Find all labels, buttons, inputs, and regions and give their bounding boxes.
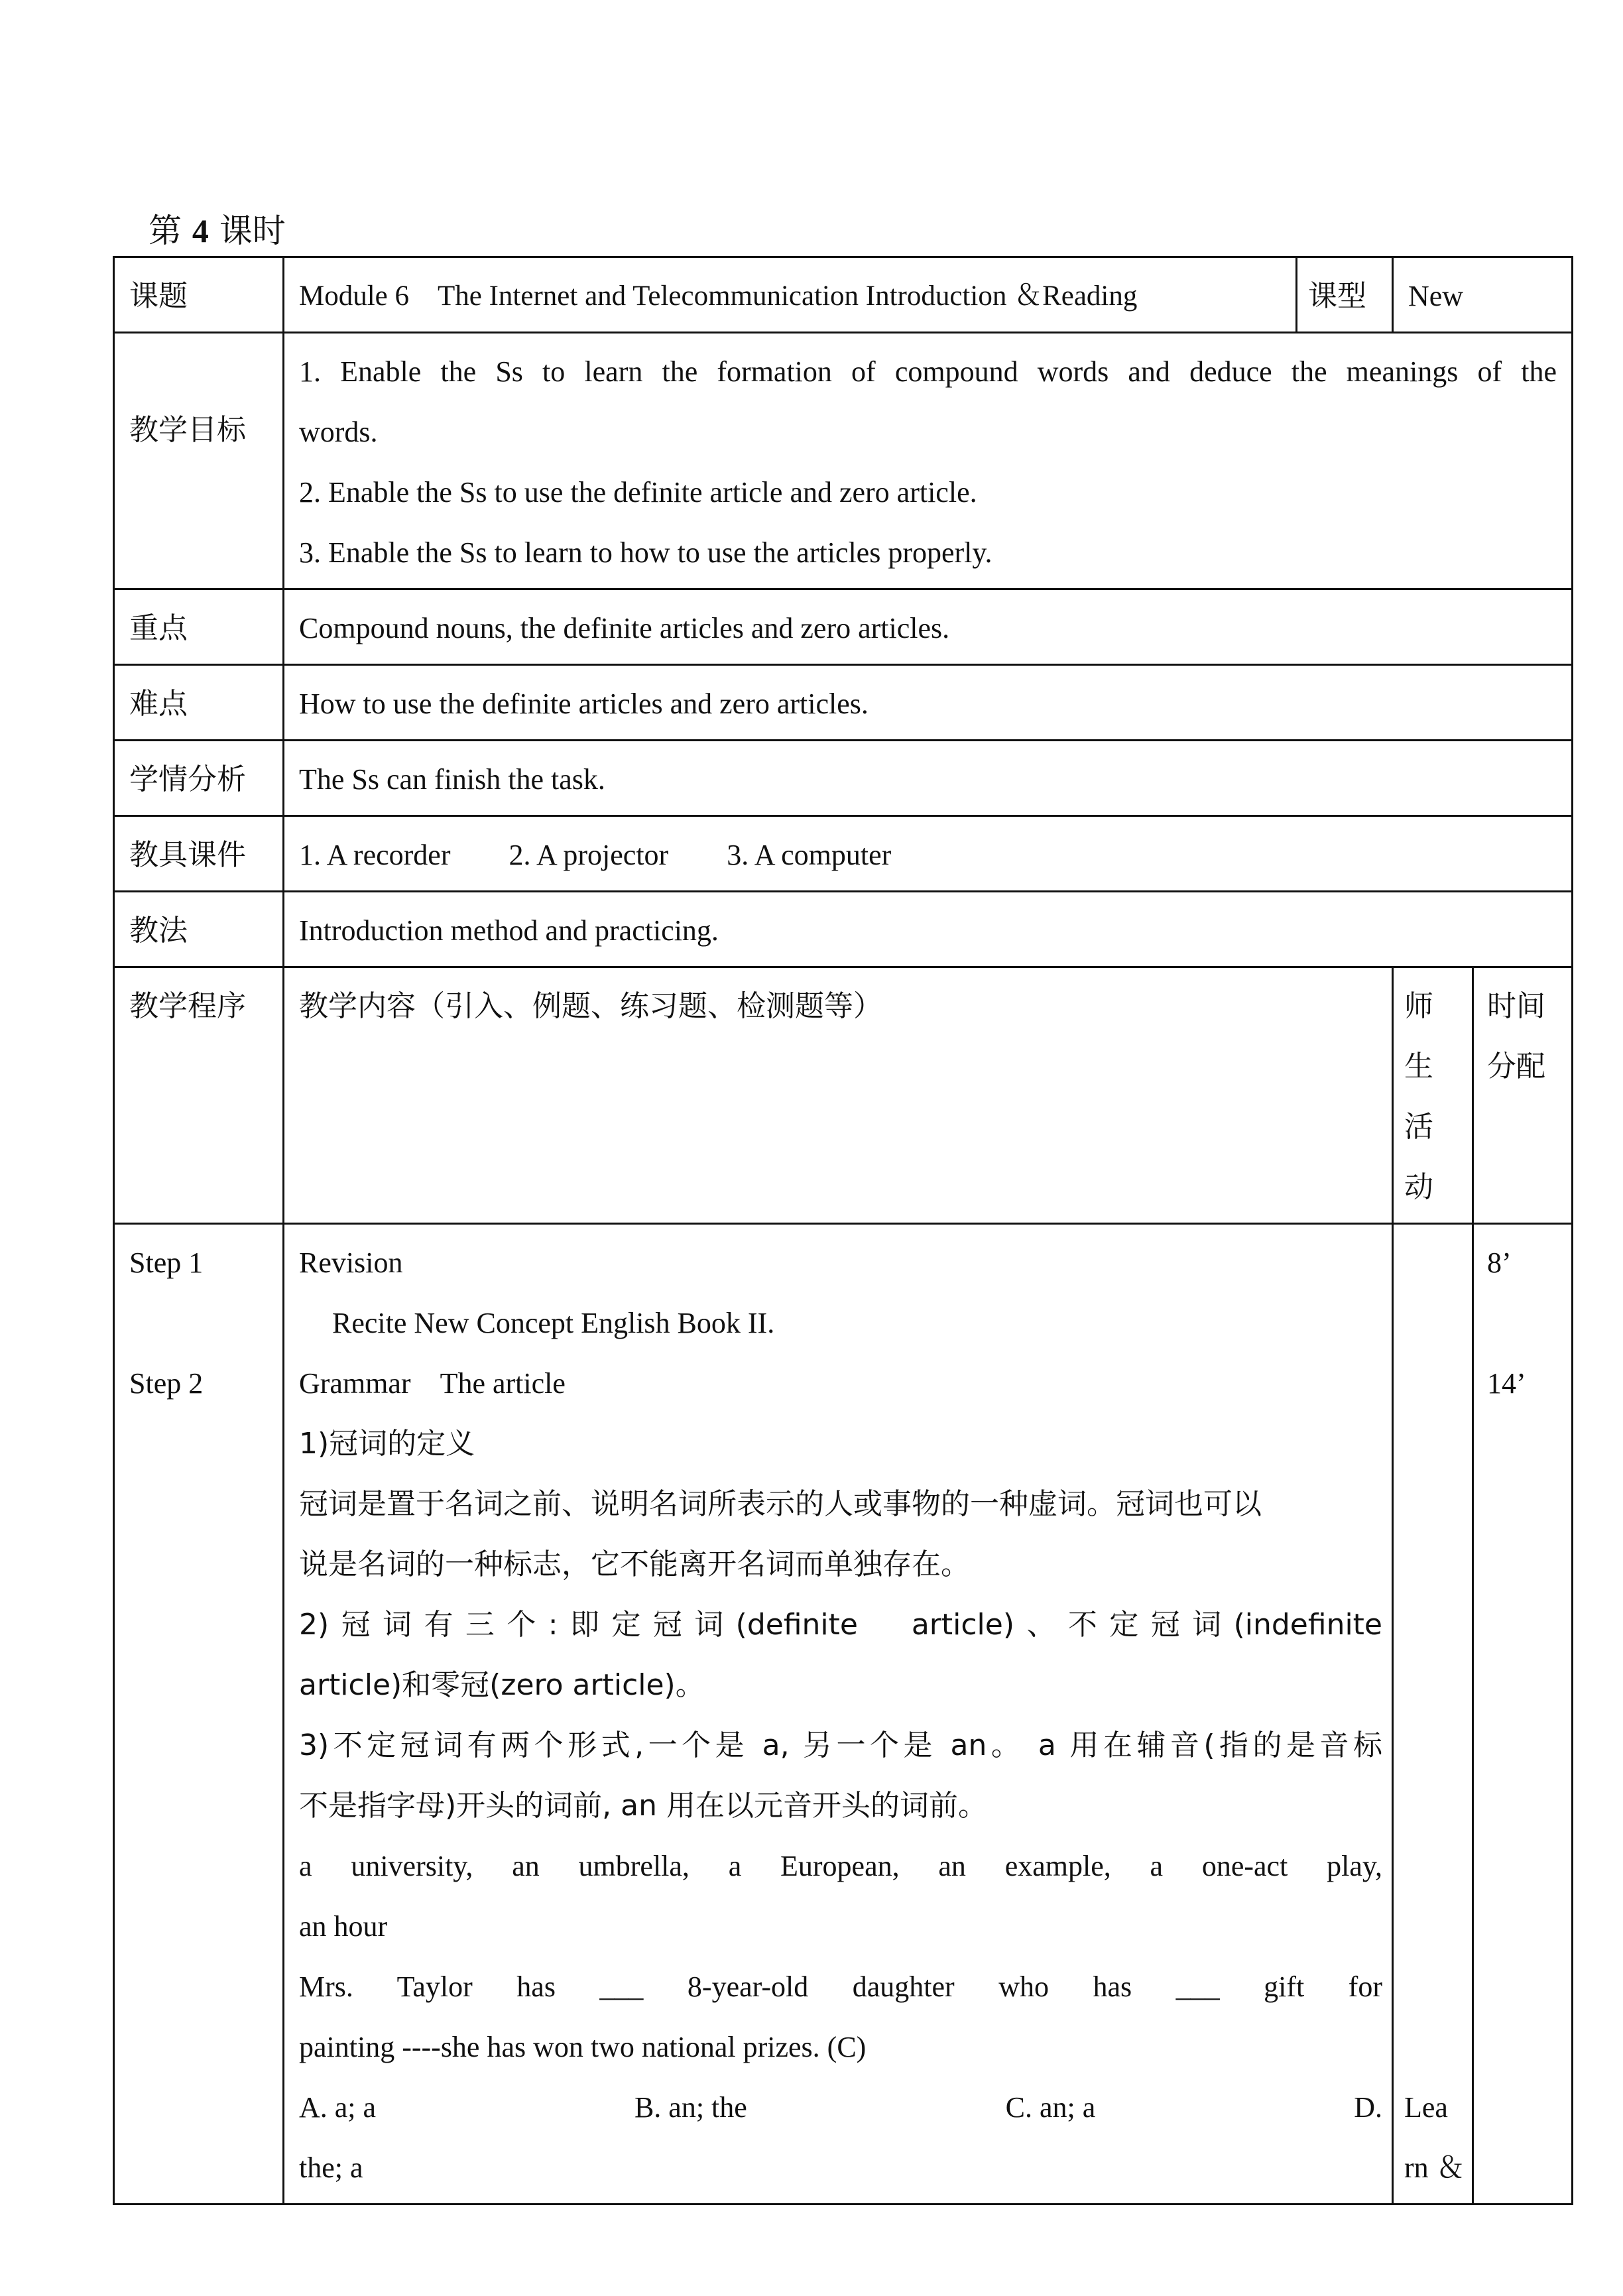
question-line-2: painting ----she has won two national prizes. (C) (299, 2031, 867, 2063)
activity-char-3: 活 (1404, 1111, 1433, 1143)
aids-value: 1. A recorder 2. A projector 3. A computer (284, 816, 1573, 892)
aids-row (114, 816, 1573, 892)
definition-line-1: 冠词是置于名词之前、说明名词所表示的人或事物的一种虚词。冠词也可以 (299, 1487, 1262, 1521)
analysis-value: The Ss can finish the task. (284, 741, 1573, 816)
activity-char-1: 师 (1404, 990, 1433, 1022)
option-b: B. an; the (634, 2091, 747, 2124)
procedure-content-label: 教学内容（引入、例题、练习题、检测题等） (284, 967, 1393, 1224)
page-title (149, 207, 286, 255)
time-header-line-2: 分配 (1487, 1050, 1545, 1083)
types-line-1: 2)冠词有三个:即定冠词(definite article)、不定冠词(indefinite (299, 1608, 1382, 1642)
time-step-1: 8’ (1487, 1246, 1512, 1279)
example-line-1: a university, an umbrella, a European, an example, a one-act play, (299, 1850, 1382, 1882)
key-points-value: Compound nouns, the definite articles and zero articles. (284, 589, 1573, 665)
topic-row (114, 257, 1573, 333)
method-label: 教法 (114, 892, 284, 967)
procedure-label: 教学程序 (114, 967, 284, 1224)
topic-label: 课题 (114, 257, 284, 333)
answer-options (299, 2077, 1382, 2138)
types-line-2: article)和零冠(zero article)。 (299, 1668, 705, 1702)
lesson-plan-table (113, 256, 1573, 2205)
type-label: 课型 (1297, 257, 1393, 333)
step-1-label: Step 1 (129, 1246, 204, 1279)
analysis-label: 学情分析 (114, 741, 284, 816)
method-row (114, 892, 1573, 967)
objective-line-1: 1. Enable the Ss to learn the formation of compound words and deduce the meanings of the (299, 355, 1557, 388)
activity-line-2: rn ＆ (1404, 2151, 1465, 2184)
steps-row (114, 1224, 1573, 2205)
heading-prefix: 第 (149, 211, 182, 250)
recite-line: Recite New Concept English Book II. (332, 1307, 775, 1339)
activity-char-2: 生 (1404, 1050, 1433, 1083)
question-line-1: Mrs. Taylor has ___ 8-year-old daughter who has ___ gift for (299, 1970, 1382, 2003)
method-value: Introduction method and practicing. (284, 892, 1573, 967)
revision-title: Revision (299, 1246, 403, 1279)
objectives-content (284, 333, 1573, 589)
aids-label: 教具课件 (114, 816, 284, 892)
indefinite-line-2: 不是指字母)开头的词前, an 用在以元音开头的词前。 (299, 1789, 987, 1823)
option-c: C. an; a (1005, 2091, 1096, 2124)
steps-content (284, 1224, 1393, 2205)
procedure-header-row (114, 967, 1573, 1224)
objective-line-2: words. (299, 416, 378, 448)
definition-line-2: 说是名词的一种标志，它不能离开名词而单独存在。 (299, 1547, 970, 1581)
steps-label-cell (114, 1224, 284, 2205)
objectives-label: 教学目标 (114, 333, 284, 589)
objective-line-4: 3. Enable the Ss to learn to how to use the articles properly. (299, 536, 992, 569)
type-value: New (1393, 257, 1573, 333)
activity-line-1: Lea (1404, 2091, 1448, 2124)
activity-header (1393, 967, 1473, 1224)
grammar-title: Grammar The article (299, 1367, 566, 1400)
step-2-label: Step 2 (129, 1367, 204, 1400)
example-line-2: an hour (299, 1910, 388, 1943)
difficulties-value: How to use the definite articles and zero articles. (284, 665, 1573, 741)
option-d-continued: the; a (299, 2151, 363, 2184)
time-cell (1473, 1224, 1573, 2205)
time-header (1473, 967, 1573, 1224)
analysis-row (114, 741, 1573, 816)
activity-cell (1393, 1224, 1473, 2205)
option-d: D. (1354, 2091, 1382, 2124)
objective-line-3: 2. Enable the Ss to use the definite article and zero article. (299, 476, 977, 509)
time-header-line-1: 时间 (1487, 990, 1545, 1022)
option-a: A. a; a (299, 2091, 377, 2124)
lesson-number: 4 (192, 212, 209, 249)
objectives-row (114, 333, 1573, 589)
heading-suffix: 课时 (219, 211, 286, 250)
definition-title: 1)冠词的定义 (299, 1427, 475, 1461)
key-points-label: 重点 (114, 589, 284, 665)
activity-char-4: 动 (1404, 1171, 1433, 1203)
key-points-row (114, 589, 1573, 665)
topic-value: Module 6 The Internet and Telecommunication Introduction ＆Reading (284, 257, 1297, 333)
indefinite-line-1: 3)不定冠词有两个形式,一个是 a, 另一个是 an。 a 用在辅音(指的是音标 (299, 1728, 1382, 1762)
difficulties-row (114, 665, 1573, 741)
time-step-2: 14’ (1487, 1367, 1526, 1400)
difficulties-label: 难点 (114, 665, 284, 741)
